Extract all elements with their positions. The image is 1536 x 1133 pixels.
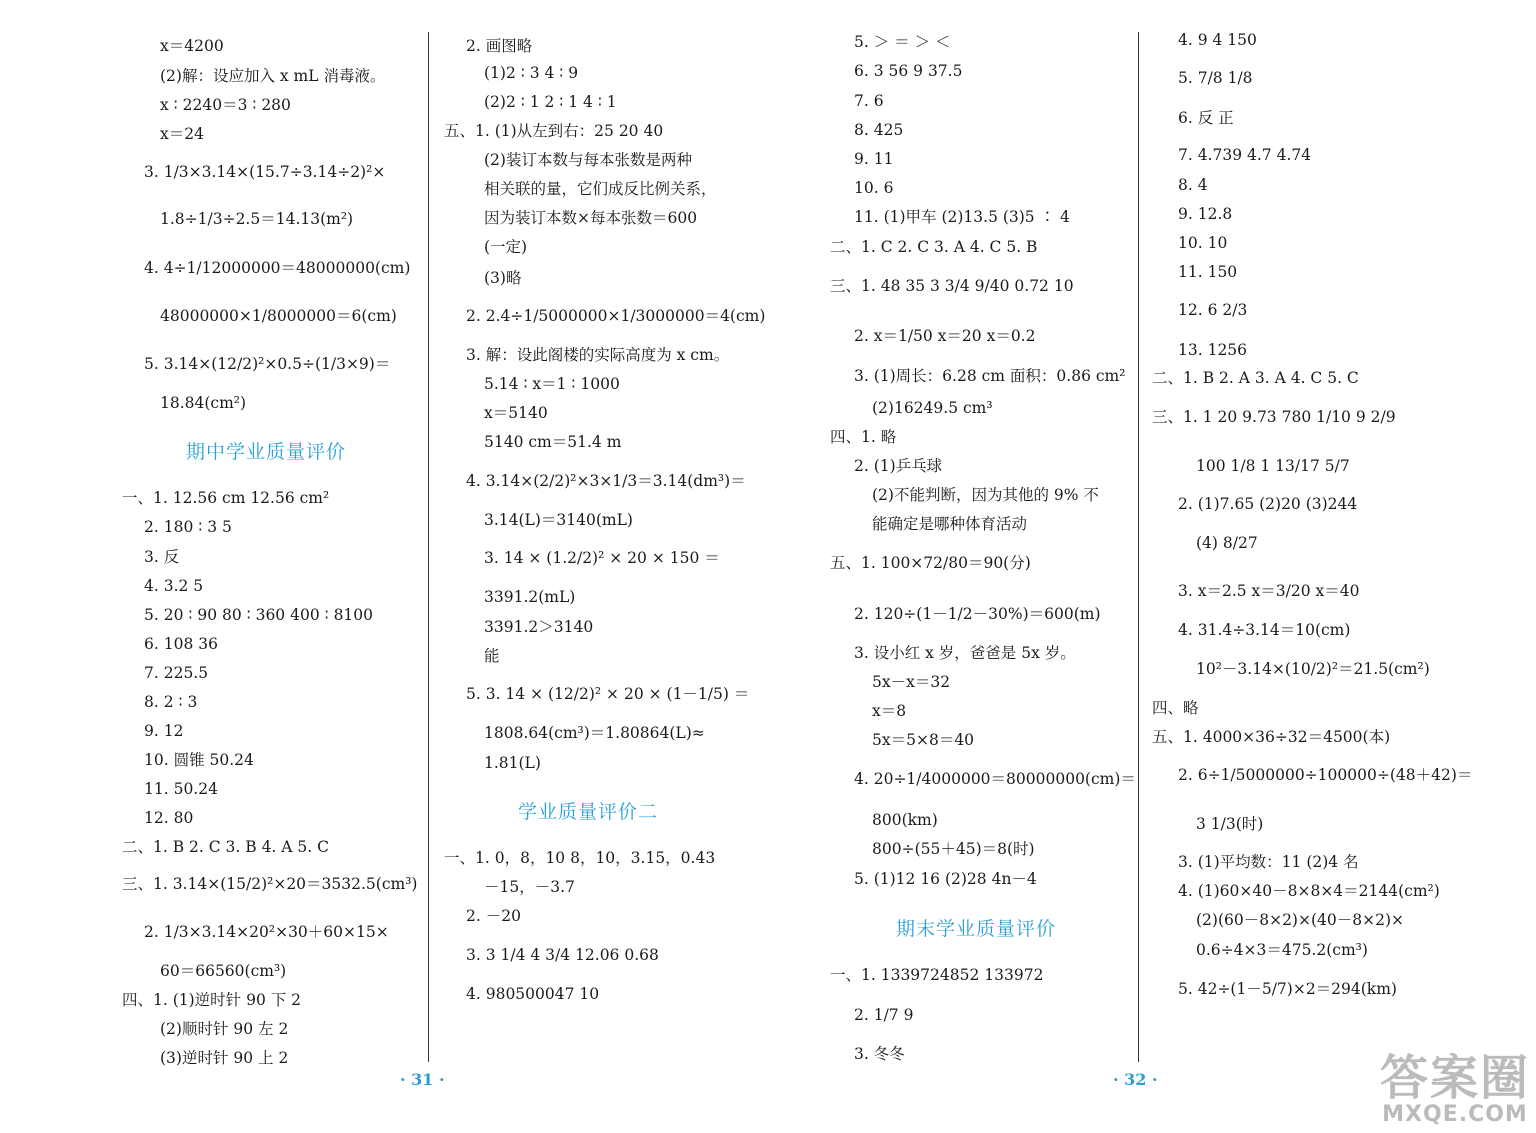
answer-line: －15，－3.7 <box>484 878 575 896</box>
answer-line: 8. 4 <box>1178 176 1208 194</box>
answer-line: (2)顺时针 90 左 2 <box>160 1020 289 1038</box>
answer-line: 4. 3.2 5 <box>144 577 204 595</box>
answer-line: 7. 6 <box>854 92 884 110</box>
answer-line: 12. 6 2/3 <box>1178 301 1248 319</box>
answer-line: 3. x＝2.5 x＝3/20 x＝40 <box>1178 582 1360 600</box>
answer-line: 5x＝5×8＝40 <box>872 731 975 749</box>
answer-line: (1)2 ∶ 3 4 ∶ 9 <box>484 64 579 82</box>
answer-line: 4. 980500047 10 <box>466 985 600 1003</box>
answer-line: 3. 3 1/4 4 3/4 12.06 0.68 <box>466 946 659 964</box>
answer-line: 2. 1/7 9 <box>854 1006 914 1024</box>
answer-line: 4. 31.4÷3.14＝10(cm) <box>1178 621 1351 639</box>
answer-line: 2. 画图略 <box>466 37 533 55</box>
column-divider-left <box>428 32 429 1062</box>
answer-line: 3. 1/3×3.14×(15.7÷3.14÷2)²× <box>144 163 386 181</box>
answer-line: (3)逆时针 90 上 2 <box>160 1049 289 1067</box>
answer-line: 能 <box>484 647 500 665</box>
answer-line: 6. 3 56 9 37.5 <box>854 62 963 80</box>
answer-line: 3. (1)平均数：11 (2)4 名 <box>1178 853 1359 871</box>
answer-line: 6. 108 36 <box>144 635 218 653</box>
answer-line: 3391.2(mL) <box>484 588 576 606</box>
answer-line: 10. 圆锥 50.24 <box>144 751 254 769</box>
answer-line: 四、1. 略 <box>830 428 897 446</box>
answer-line: 8. 2 ∶ 3 <box>144 693 198 711</box>
answer-line: 11. 50.24 <box>144 780 218 798</box>
answer-line: 2. 2.4÷1/5000000×1/3000000＝4(cm) <box>466 307 766 325</box>
answer-line: 因为装订本数×每本张数＝600 <box>484 209 698 227</box>
answer-line: x＝24 <box>160 125 204 143</box>
answer-line: 4. 9 4 150 <box>1178 31 1257 49</box>
answer-line: 三、1. 1 20 9.73 780 1/10 9 2/9 <box>1152 408 1396 426</box>
answer-line: 5. 20 ∶ 90 80 ∶ 360 400 ∶ 8100 <box>144 606 374 624</box>
answer-line: x＝5140 <box>484 404 548 422</box>
answer-line: 4. (1)60×40－8×8×4＝2144(cm²) <box>1178 882 1440 900</box>
answer-line: (2)16249.5 cm³ <box>872 399 993 417</box>
answer-line: 2. 120÷(1－1/2－30%)＝600(m) <box>854 605 1101 623</box>
answer-line: 5. ＞ ＝ ＞ ＜ <box>854 33 951 51</box>
answer-line: 3. 解：设此阁楼的实际高度为 x cm。 <box>466 346 730 364</box>
section-heading: 期末学业质量评价 <box>896 918 1057 940</box>
answer-line: 一、1. 0，8，10 8，10，3.15，0.43 <box>444 849 716 867</box>
answer-line: 60＝66560(cm³) <box>160 962 287 980</box>
column-divider-right <box>1138 32 1139 1062</box>
answer-line: 一、1. 12.56 cm 12.56 cm² <box>122 489 330 507</box>
answer-line: 3 1/3(时) <box>1196 815 1264 833</box>
answer-line: 7. 4.739 4.7 4.74 <box>1178 146 1312 164</box>
page-number-left: · 31 · <box>400 1070 445 1089</box>
section-heading: 期中学业质量评价 <box>186 441 347 463</box>
answer-line: 二、1. C 2. C 3. A 4. C 5. B <box>830 238 1038 256</box>
answer-line: 三、1. 3.14×(15/2)²×20＝3532.5(cm³) <box>122 875 418 893</box>
answer-line: 四、略 <box>1152 699 1199 717</box>
answer-line: 10²－3.14×(10/2)²＝21.5(cm²) <box>1196 660 1430 678</box>
answer-line: 7. 225.5 <box>144 664 209 682</box>
answer-line: 100 1/8 1 13/17 5/7 <box>1196 457 1350 475</box>
answer-line: 5x－x＝32 <box>872 673 951 691</box>
answer-line: 五、1. 100×72/80＝90(分) <box>830 554 1031 572</box>
answer-line: 四、1. (1)逆时针 90 下 2 <box>122 991 302 1009</box>
watermark-url: MXQE.COM <box>1382 1102 1528 1127</box>
answer-line: (3)略 <box>484 269 522 287</box>
answer-line: 12. 80 <box>144 809 194 827</box>
page-number-right: · 32 · <box>1113 1070 1158 1089</box>
answer-line: (2)(60－8×2)×(40－8×2)× <box>1196 911 1404 929</box>
answer-line: (2)不能判断，因为其他的 9% 不 <box>872 486 1099 504</box>
answer-line: 2. 180 ∶ 3 5 <box>144 518 232 536</box>
answer-line: 4. 4÷1/12000000＝48000000(cm) <box>144 259 411 277</box>
answer-line: 3. 反 <box>144 548 180 566</box>
answer-line: (2)解：设应加入 x mL 消毒液。 <box>160 67 386 85</box>
answer-line: (2)装订本数与每本张数是两种 <box>484 151 692 169</box>
section-heading: 学业质量评价二 <box>518 801 659 823</box>
answer-line: 3391.2＞3140 <box>484 618 594 636</box>
answer-line: 9. 12.8 <box>1178 205 1233 223</box>
answer-line: 2. 6÷1/5000000÷100000÷(48＋42)＝ <box>1178 766 1473 784</box>
answer-line: 10. 6 <box>854 179 894 197</box>
answer-line: x＝8 <box>872 702 907 720</box>
answer-line: x ∶ 2240＝3 ∶ 280 <box>160 96 291 114</box>
answer-line: (2)2 ∶ 1 2 ∶ 1 4 ∶ 1 <box>484 93 617 111</box>
answer-line: (4) 8/27 <box>1196 534 1258 552</box>
answer-line: 2. 1/3×3.14×20²×30＋60×15× <box>144 923 389 941</box>
answer-line: 13. 1256 <box>1178 341 1248 359</box>
answer-line: 3. 14 × (1.2/2)² × 20 × 150 ＝ <box>484 549 720 567</box>
answer-line: 五、1. 4000×36÷32＝4500(本) <box>1152 728 1391 746</box>
answer-line: 10. 10 <box>1178 234 1228 252</box>
answer-line: 800÷(55＋45)＝8(时) <box>872 840 1035 858</box>
answer-line: 三、1. 48 35 3 3/4 9/40 0.72 10 <box>830 277 1074 295</box>
answer-line: 1.8÷1/3÷2.5＝14.13(m²) <box>160 210 354 228</box>
answer-line: 5. (1)12 16 (2)28 4n－4 <box>854 870 1037 888</box>
answer-line: 48000000×1/8000000＝6(cm) <box>160 307 397 325</box>
answer-line: 3.14(L)＝3140(mL) <box>484 511 633 529</box>
answer-line: 1808.64(cm³)＝1.80864(L)≈ <box>484 724 705 742</box>
answer-line: 4. 3.14×(2/2)²×3×1/3＝3.14(dm³)＝ <box>466 472 746 490</box>
answer-line: 5140 cm＝51.4 m <box>484 433 622 451</box>
answer-line: 6. 反 正 <box>1178 109 1234 127</box>
answer-line: 5. 3.14×(12/2)²×0.5÷(1/3×9)＝ <box>144 355 391 373</box>
answer-line: 2. (1)乒乓球 <box>854 457 943 475</box>
answer-line: 2. (1)7.65 (2)20 (3)244 <box>1178 495 1358 513</box>
answer-line: 2. －20 <box>466 907 521 925</box>
answer-line: 一、1. 1339724852 133972 <box>830 966 1044 984</box>
answer-line: (一定) <box>484 238 528 256</box>
answer-line: 5. 3. 14 × (12/2)² × 20 × (1－1/5) ＝ <box>466 685 750 703</box>
answer-line: 2. x＝1/50 x＝20 x＝0.2 <box>854 327 1036 345</box>
answer-line: 二、1. B 2. C 3. B 4. A 5. C <box>122 838 329 856</box>
watermark-title: 答案圈 <box>1379 1050 1530 1106</box>
answer-line: 11. 150 <box>1178 263 1238 281</box>
answer-line: 能确定是哪种体育活动 <box>872 515 1028 533</box>
answer-line: 0.6÷4×3＝475.2(cm³) <box>1196 941 1368 959</box>
answer-line: 3. (1)周长：6.28 cm 面积：0.86 cm² <box>854 367 1126 385</box>
answer-line: 二、1. B 2. A 3. A 4. C 5. C <box>1152 369 1359 387</box>
answer-line: 五、1. (1)从左到右：25 20 40 <box>444 122 664 140</box>
answer-line: 3. 设小红 x 岁，爸爸是 5x 岁。 <box>854 644 1076 662</box>
answer-line: 3. 冬冬 <box>854 1045 905 1063</box>
answer-line: 18.84(cm²) <box>160 394 247 412</box>
answer-line: 5. 42÷(1－5/7)×2＝294(km) <box>1178 980 1397 998</box>
answer-line: 8. 425 <box>854 121 904 139</box>
answer-line: 4. 20÷1/4000000＝80000000(cm)＝ <box>854 770 1136 788</box>
watermark-logo <box>1379 1050 1530 1127</box>
answer-line: x＝4200 <box>160 37 224 55</box>
answer-line: 5. 7/8 1/8 <box>1178 69 1253 87</box>
answer-line: 800(km) <box>872 811 938 829</box>
answer-line: 9. 12 <box>144 722 184 740</box>
answer-line: 相关联的量，它们成反比例关系， <box>484 180 717 198</box>
answer-line: 5.14 ∶ x＝1 ∶ 1000 <box>484 375 620 393</box>
answer-line: 1.81(L) <box>484 754 541 772</box>
answer-line: 9. 11 <box>854 150 894 168</box>
answer-line: 11. (1)甲车 (2)13.5 (3)5 ∶ 4 <box>854 208 1070 226</box>
